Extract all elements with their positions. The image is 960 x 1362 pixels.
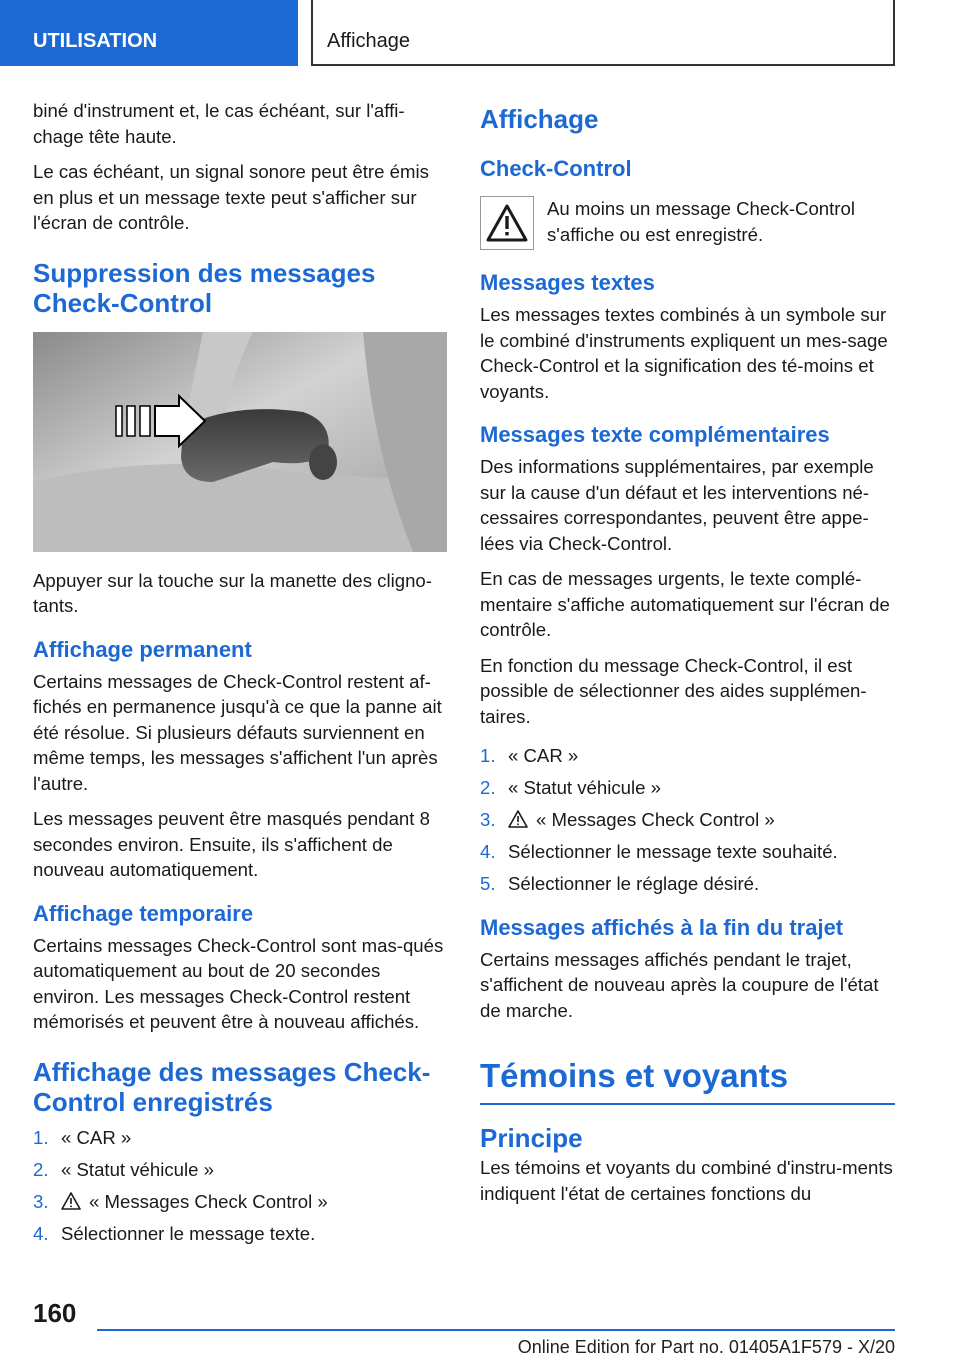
list-item	[480, 871, 895, 897]
step-text: « Messages Check Control »	[536, 809, 775, 830]
warning-triangle-icon	[61, 1192, 81, 1210]
heading-temporaire: Affichage temporaire	[33, 900, 254, 926]
paragraph: Des informations supplémentaires, par exemple sur la cause d'un défaut et les interventions né-cessaires correspondantes, peuvent être appe-lées via Check-Control.	[480, 456, 874, 554]
paragraph: biné d'instrument et, le cas échéant, sur l'affi-chage tête haute.	[33, 100, 405, 147]
step-text: Sélectionner le message texte.	[61, 1222, 316, 1244]
warning-box	[480, 196, 534, 250]
step-number: 2.	[480, 777, 496, 798]
step-text: « Statut véhicule »	[61, 1158, 214, 1180]
step-number: 2.	[33, 1158, 49, 1180]
paragraph: Les messages peuvent être masqués pendant 8 secondes environ. Ensuite, ils s'affichent de nouveau automatiquement.	[33, 808, 430, 880]
paragraph: Certains messages de Check-Control restent af-fichés en permanence jusqu'à ce que la panne ait été résolue. Si plusieurs défauts surviennent en même temps, les messages s'affichent l'un après l'autre.	[33, 670, 442, 794]
list-item	[480, 743, 895, 769]
step-text: Sélectionner le message texte souhaité.	[508, 841, 838, 862]
paragraph: Certains messages affichés pendant le trajet, s'affichent de nouveau après la coupure de l'état de marche.	[480, 948, 879, 1021]
turn-signal-lever-photo	[33, 332, 447, 552]
step-number: 1.	[33, 1126, 49, 1148]
paragraph: Certains messages Check-Control sont mas-qués automatiquement au bout de 20 secondes environ. Les messages Check-Control restent mémorisés et peuvent être à nouveau affichés.	[33, 934, 444, 1032]
step-number: 3.	[480, 809, 496, 830]
list-item	[480, 807, 895, 833]
step-number: 1.	[480, 745, 496, 766]
heading-textes: Messages textes	[480, 270, 655, 295]
heading-fin-trajet: Messages affichés à la fin du trajet	[480, 914, 844, 940]
step-number: 5.	[480, 873, 496, 894]
chapter-tab	[311, 0, 895, 66]
paragraph: En fonction du message Check-Control, il est possible de sélectionner des aides supplémen-taires.	[480, 654, 867, 727]
heading-affichage: Affichage	[480, 104, 599, 134]
step-text: « Messages Check Control »	[89, 1190, 328, 1212]
list-item	[33, 1157, 447, 1183]
heading-principe: Principe	[480, 1123, 583, 1153]
heading-temoins: Témoins et voyants	[480, 1057, 789, 1094]
step-number: 4.	[480, 841, 496, 862]
notice-text: Au moins un message Check-Control s'affiche ou est enregistré.	[547, 198, 855, 245]
section-tab	[0, 0, 298, 66]
heading-suppression: Suppression des messages Check-Control	[33, 257, 376, 318]
page-number: 160	[33, 1298, 77, 1328]
right-column	[480, 98, 895, 1216]
list-item	[33, 1189, 447, 1215]
paragraph: Les messages textes combinés à un symbole sur le combiné d'instruments expliquent un mes-sage Check-Control et la signification des té-moins et voyants.	[480, 304, 888, 402]
section-divider	[480, 1103, 895, 1105]
footer-divider	[97, 1329, 895, 1331]
paragraph: Les témoins et voyants du combiné d'instru-ments indiquent l'état de certaines fonctions du	[480, 1157, 893, 1204]
list-item	[480, 839, 895, 865]
heading-permanent: Affichage permanent	[33, 636, 252, 662]
list-item	[480, 775, 895, 801]
list-item	[33, 1125, 447, 1151]
step-number: 3.	[33, 1190, 49, 1212]
steps-list	[33, 1125, 447, 1247]
step-text: « Statut véhicule »	[508, 777, 661, 798]
paragraph: En cas de messages urgents, le texte complé-mentaire s'affiche automatiquement sur l'écran de contrôle.	[480, 568, 890, 640]
steps-list	[480, 743, 895, 897]
warning-triangle-icon	[485, 203, 529, 243]
step-text: « CAR »	[508, 745, 579, 766]
left-column	[33, 98, 447, 1254]
section-title: UTILISATION	[33, 30, 158, 52]
step-number: 4.	[33, 1222, 49, 1244]
chapter-title: Affichage	[327, 30, 411, 52]
step-text: « CAR »	[61, 1126, 132, 1148]
paragraph: Le cas échéant, un signal sonore peut être émis en plus et un message texte peut s'afficher sur l'écran de contrôle.	[33, 161, 429, 233]
edition-footer: Online Edition for Part no. 01405A1F579 - X/20	[517, 1337, 895, 1357]
heading-check-control: Check-Control	[480, 156, 632, 181]
list-item	[33, 1221, 447, 1247]
heading-complementaires: Messages texte complémentaires	[480, 422, 830, 447]
step-text: Sélectionner le réglage désiré.	[508, 873, 760, 894]
photo-caption: Appuyer sur la touche sur la manette des cligno-tants.	[33, 569, 432, 616]
warning-notice	[480, 196, 895, 250]
heading-enregistres: Affichage des messages Check-Control enregistrés	[33, 1056, 431, 1117]
warning-triangle-icon	[508, 810, 528, 828]
